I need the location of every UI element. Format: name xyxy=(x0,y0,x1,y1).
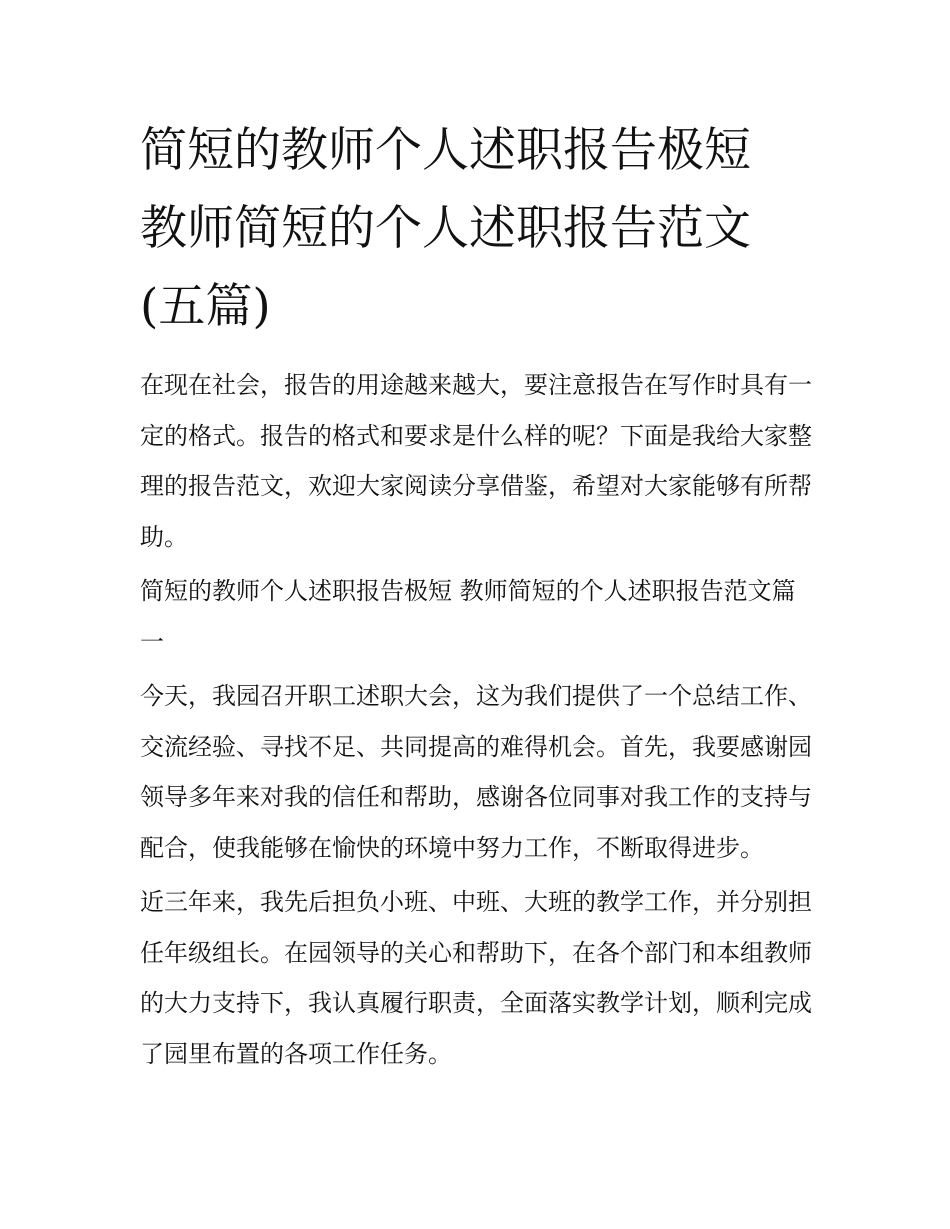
document-title xyxy=(140,112,812,346)
title-line-2: 教师简短的个人述职报告范文 xyxy=(140,201,751,256)
body-paragraph-2: 近三年来，我先后担负小班、中班、大班的教学工作，并分别担任年级组长。在园领导的关心和帮助下，在各个部门和本组教师的大力支持下，我认真履行职责，全面落实教学计划，顺利完成了园里布置的各项工作任务。 xyxy=(140,888,812,1068)
document-body xyxy=(140,112,812,1083)
intro-paragraph: 在现在社会，报告的用途越来越大，要注意报告在写作时具有一定的格式。报告的格式和要求是什么样的呢？下面是我给大家整理的报告范文，欢迎大家阅读分享借鉴，希望对大家能够有所帮助。 xyxy=(140,371,812,551)
title-line-3: (五篇) xyxy=(140,279,271,334)
section-heading: 简短的教师个人述职报告极短 教师简短的个人述职报告范文篇一 xyxy=(140,577,796,656)
body-paragraph-1: 今天，我园召开职工述职大会，这为我们提供了一个总结工作、交流经验、寻找不足、共同提高的难得机会。首先，我要感谢园领导多年来对我的信任和帮助，感谢各位同事对我工作的支持与配合，使我能够在愉快的环境中努力工作，不断取得进步。 xyxy=(140,682,812,862)
title-line-1: 简短的教师个人述职报告极短 xyxy=(140,123,751,178)
